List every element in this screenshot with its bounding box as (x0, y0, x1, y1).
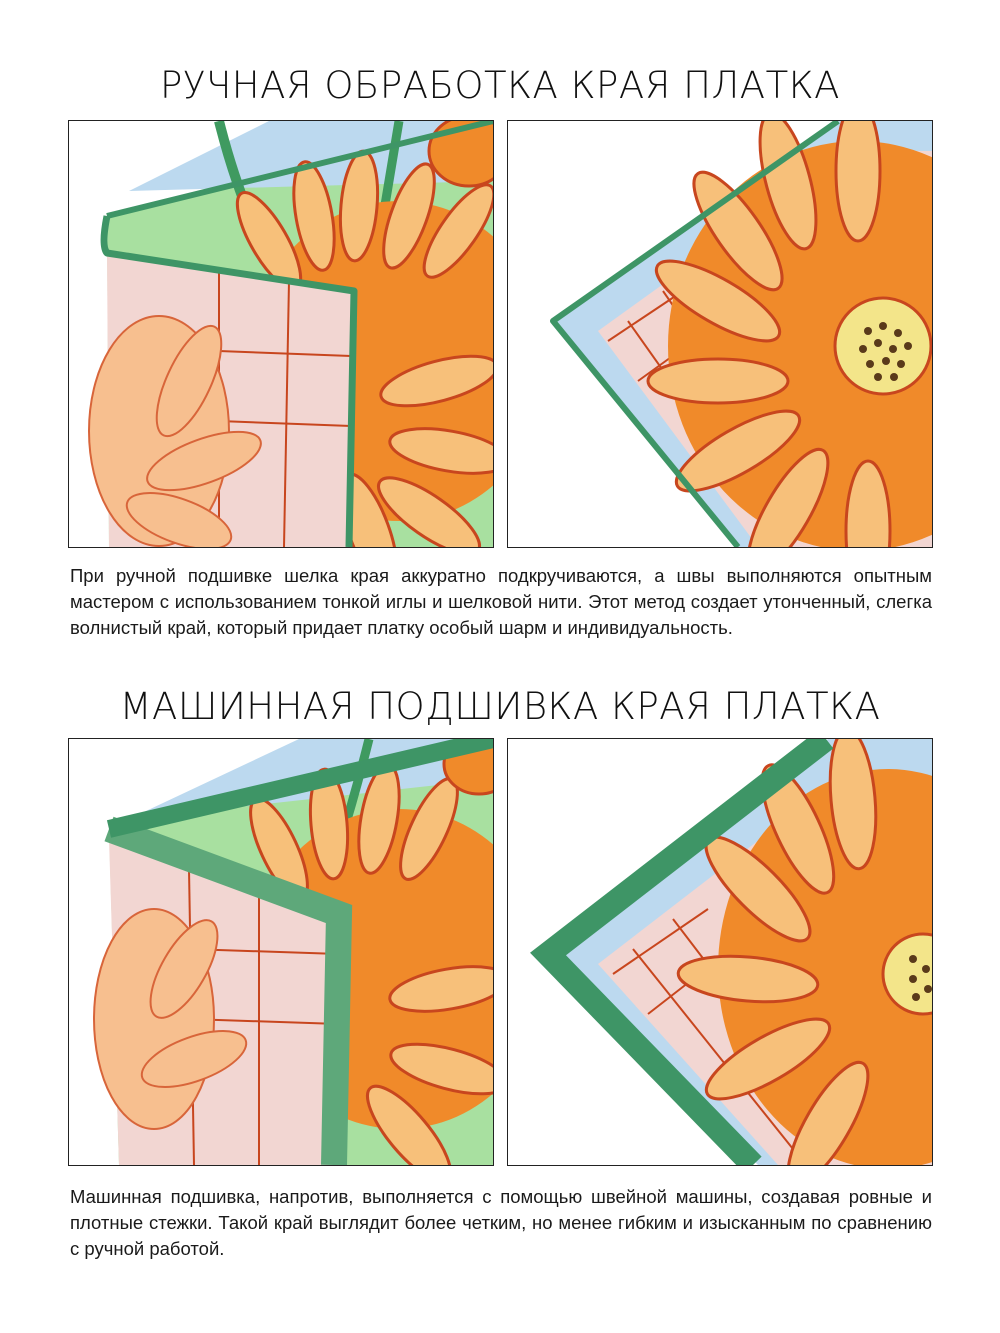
machine-hem-folded-illustration (69, 739, 493, 1165)
photo-machine-hem-flat-corner (507, 738, 933, 1166)
section-title-hand-hem: РУЧНАЯ ОБРАБОТКА КРАЯ ПЛАТКА (160, 64, 840, 107)
machine-hem-flat-illustration (508, 739, 932, 1165)
hand-hem-folded-illustration (69, 121, 493, 547)
hand-hem-flat-illustration (508, 121, 932, 547)
section-title-machine-hem: МАШИННАЯ ПОДШИВКА КРАЯ ПЛАТКА (119, 685, 881, 728)
description-hand-hem: При ручной подшивке шелка края аккуратно подкручиваются, а швы выполняются опытным мастером с использованием тонкой иглы и шелковой нити. Этот метод создает утонченный, слегка волнистый край, который придает платку особый шарм и индивидуальность. (70, 565, 932, 638)
photo-hand-hem-folded-corner (68, 120, 494, 548)
photo-machine-hem-folded-corner (68, 738, 494, 1166)
photo-hand-hem-flat-corner (507, 120, 933, 548)
description-machine-hem: Машинная подшивка, напротив, выполняется с помощью швейной машины, создавая ровные и плотные стежки. Такой край выглядит более четким, но менее гибким и изысканным по сравнению с ручной работой. (70, 1186, 932, 1259)
